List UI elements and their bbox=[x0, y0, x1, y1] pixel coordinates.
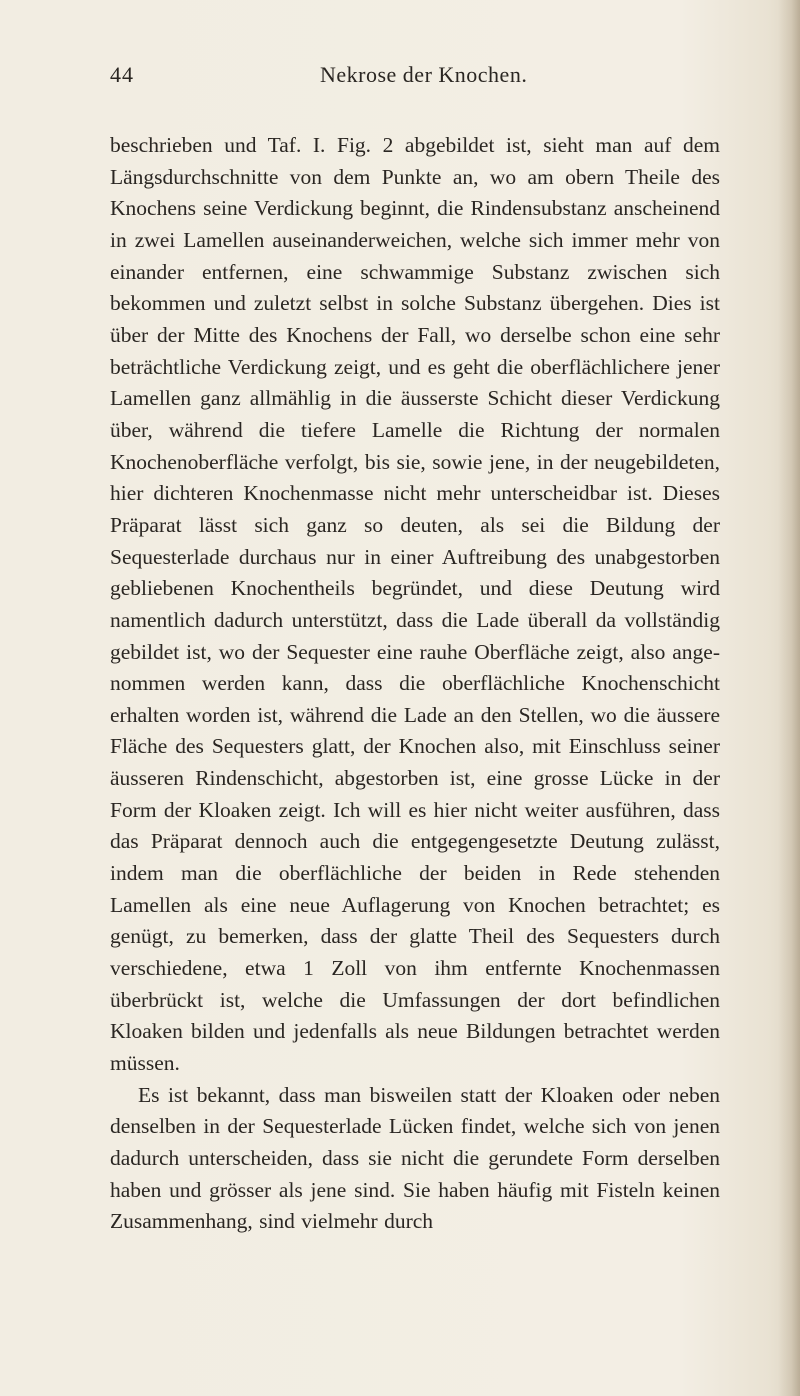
body-text bbox=[110, 130, 720, 1238]
paragraph-1: beschrieben und Taf. I. Fig. 2 abgebildet ist, sieht man auf dem Längsdurchschnitte von dem Punkte an, wo am obern Theile des Knochens seine Verdickung beginnt, die Rindensubstanz anscheinend in zwei Lamellen auseinanderweichen, welche sich immer mehr von einander entfernen, eine schwammige Substanz zwischen sich bekommen und zuletzt selbst in solche Substanz übergehen. Dies ist über der Mitte des Knochens der Fall, wo derselbe schon eine sehr beträchtliche Verdickung zeigt, und es geht die oberflächlichere jener Lamellen ganz allmählig in die äusserste Schicht dieser Verdickung über, während die tiefere Lamelle die Richtung der normalen Knochenoberfläche verfolgt, bis sie, sowie jene, in der neugebildeten, hier dichteren Knochenmasse nicht mehr unterscheidbar ist. Dieses Präparat lässt sich ganz so deuten, als sei die Bildung der Sequesterlade durchaus nur in einer Auftreibung des unabgestorben gebliebenen Knochentheils begründet, und diese Deutung wird namentlich dadurch unterstützt, dass die Lade überall da vollständig gebildet ist, wo der Sequester eine rauhe Oberfläche zeigt, also angenommen werden kann, dass die oberflächliche Knochenschicht erhalten worden ist, während die Lade an den Stellen, wo die äussere Fläche des Sequesters glatt, der Knochen also, mit Einschluss seiner äusseren Rindenschicht, abgestorben ist, eine grosse Lücke in der Form der Kloaken zeigt. Ich will es hier nicht weiter ausführen, dass das Präparat dennoch auch die entgegengesetzte Deutung zulässt, indem man die oberflächliche der beiden in Rede stehenden Lamellen als eine neue Auflagerung von Knochen betrachtet; es genügt, zu bemerken, dass der glatte Theil des Sequesters durch verschiedene, etwa 1 Zoll von ihm entfernte Knochenmassen überbrückt ist, welche die Umfassungen der dort befindlichen Kloaken bilden und jedenfalls als neue Bildungen betrachtet werden müssen. bbox=[110, 133, 720, 1076]
page-edge-shadow bbox=[778, 0, 800, 1396]
running-title: Nekrose der Knochen. bbox=[320, 62, 528, 87]
page-number: 44 bbox=[110, 62, 134, 87]
paragraph-2: Es ist bekannt, dass man bisweilen statt der Kloaken oder neben denselben in der Sequesterlade Lücken findet, welche sich von jenen dadurch unterscheiden, dass sie nicht die gerundete Form derselben haben und grösser als jene sind. Sie haben häufig mit Fisteln keinen Zusammenhang, sind vielmehr durch bbox=[110, 1082, 720, 1234]
page-header bbox=[110, 62, 720, 102]
